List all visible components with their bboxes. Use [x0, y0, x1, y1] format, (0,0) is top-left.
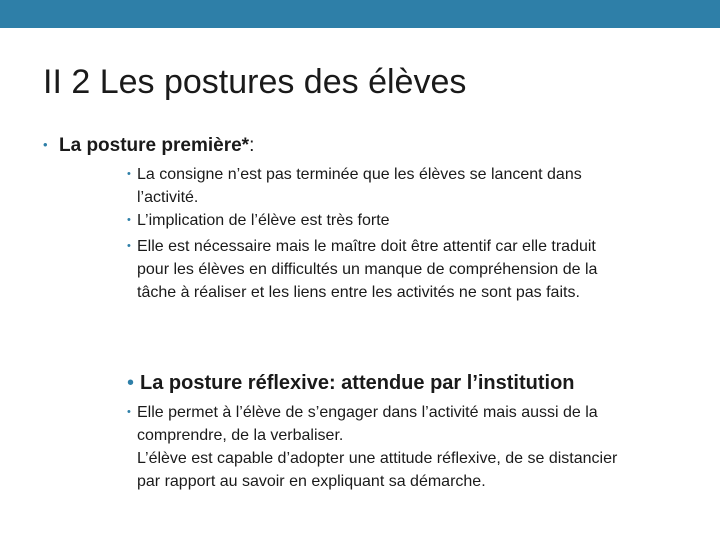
sub-bullet-text-cont: par rapport au savoir en expliquant sa démarche. [137, 473, 486, 490]
bullet-icon: • [127, 240, 131, 252]
bullet-label: La posture première* [59, 135, 250, 156]
sub-bullet-text: Elle est nécessaire mais le maître doit être attentif car elle traduit [137, 238, 596, 255]
bullet-icon: • [127, 372, 135, 394]
bullet-icon: • [127, 214, 131, 226]
header-band [0, 0, 720, 28]
bullet-posture-reflexive [127, 370, 575, 396]
bullet-icon: • [43, 137, 48, 152]
bullet-icon: • [127, 168, 131, 180]
sub-bullet-text-cont: L’élève est capable d’adopter une attitude réflexive, de se distancier [137, 450, 618, 467]
sub-bullet-text-cont: l’activité. [137, 189, 199, 206]
slide-title: II 2 Les postures des élèves [43, 63, 467, 101]
sub-bullet-text-cont: pour les élèves en difficultés un manque de compréhension de la [137, 261, 598, 278]
sub-bullet-text: La consigne n’est pas terminée que les élèves se lancent dans [137, 166, 582, 183]
bullet-label: La posture réflexive: attendue par l’institution [140, 372, 575, 394]
sub-bullet-implication [127, 209, 390, 232]
sub-bullet-necessaire [127, 235, 597, 304]
sub-bullet-consigne [127, 163, 582, 209]
sub-bullet-engager [127, 401, 617, 493]
sub-bullet-text: L’implication de l’élève est très forte [137, 212, 390, 229]
sub-bullet-text-cont: comprendre, de la verbaliser. [137, 427, 344, 444]
sub-bullet-text-cont: tâche à réaliser et les liens entre les activités ne sont pas faits. [137, 284, 580, 301]
bullet-icon: • [127, 406, 131, 418]
bullet-posture-premiere [43, 133, 254, 158]
bullet-label-suffix: : [249, 135, 255, 156]
sub-bullet-text: Elle permet à l’élève de s’engager dans l’activité mais aussi de la [137, 404, 598, 421]
